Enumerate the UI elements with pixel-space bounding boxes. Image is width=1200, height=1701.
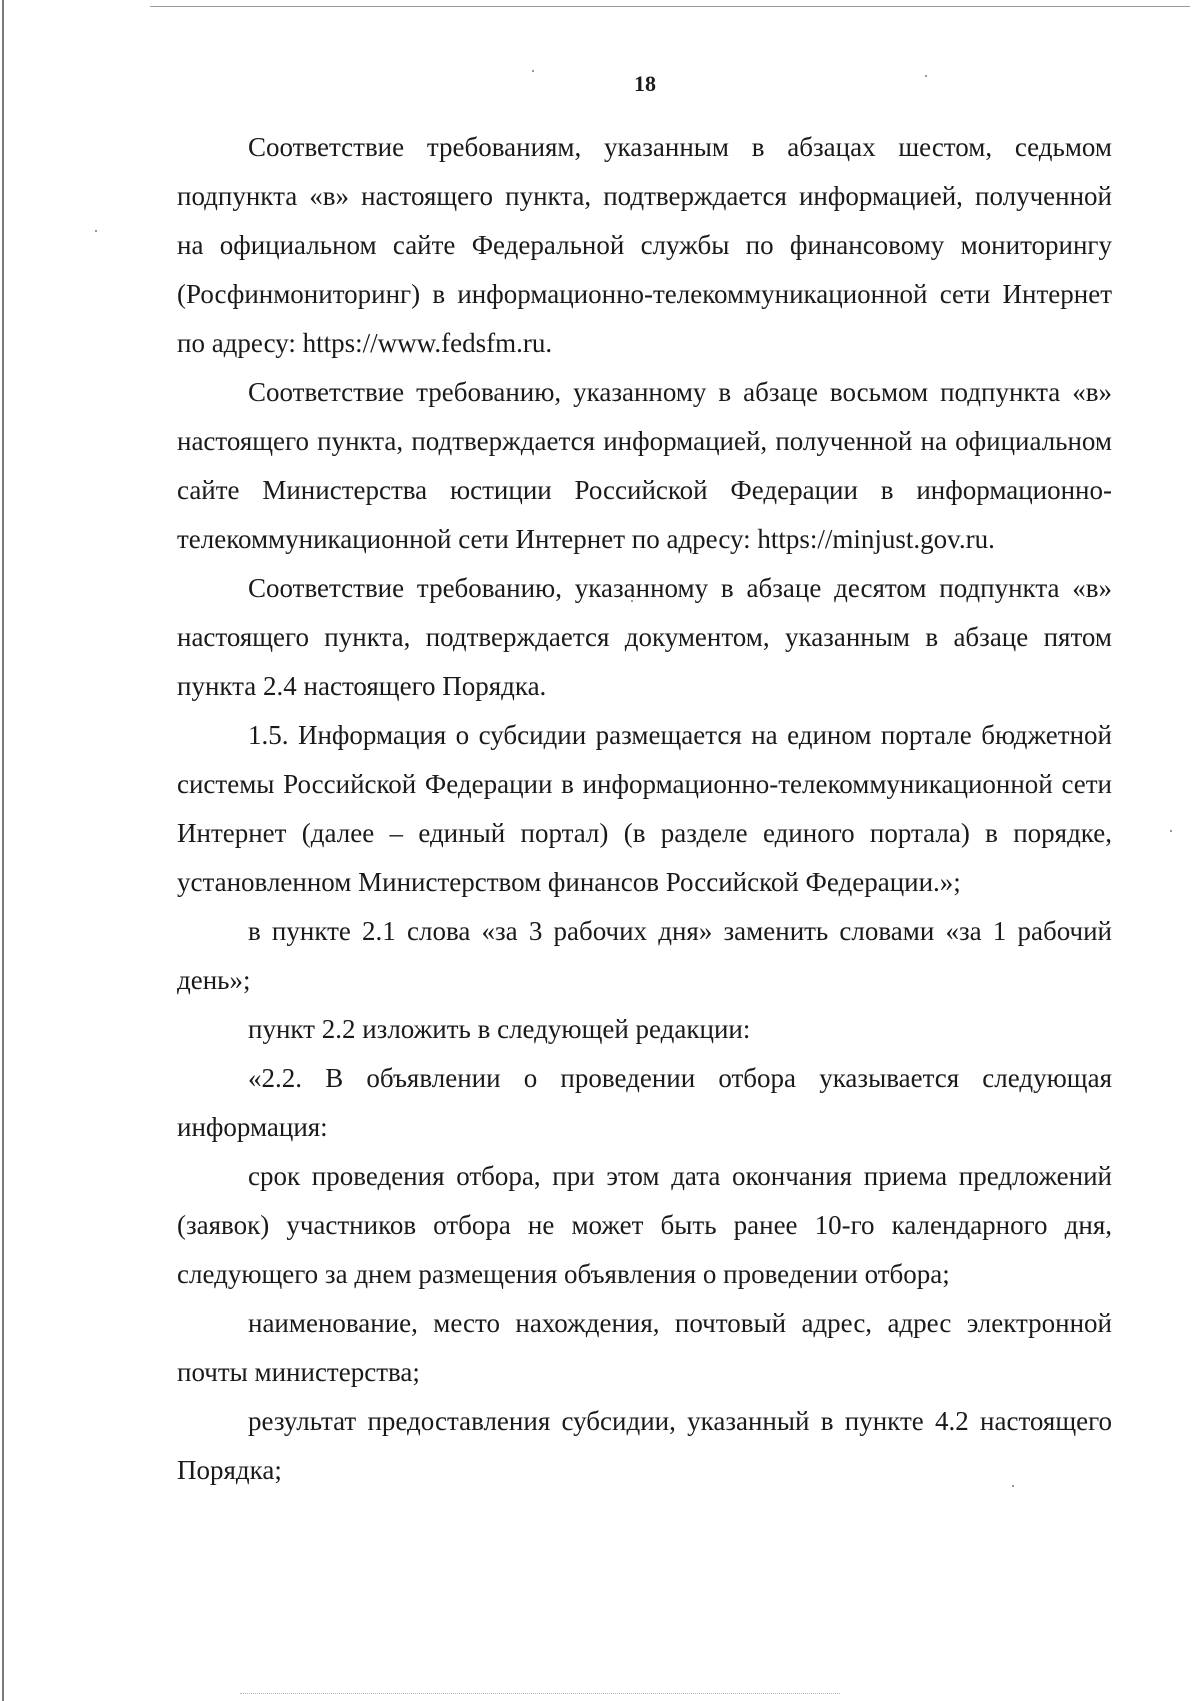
page-number: 18 [634,71,656,96]
document-body [177,123,1112,1495]
scan-speck [1170,830,1172,832]
scan-speck [95,230,97,232]
paragraph: Соответствие требованию, указанному в абзаце восьмом подпункта «в» настоящего пункта, подтверждается информацией, полученной на официальном сайте Министерства юстиции Российской Федерации в информационно-телекоммуникационной сети Интернет по адресу: https://minjust.gov.ru. [177,377,1112,554]
paragraph: пункт 2.2 изложить в следующей редакции: [248,1014,751,1044]
paragraph: результат предоставления субсидии, указанный в пункте 4.2 настоящего Порядка; [177,1406,1112,1485]
paragraph: срок проведения отбора, при этом дата окончания приема предложений (заявок) участников отбора не может быть ранее 10-го календарного дня, следующего за днем размещения объявления о проведении отбора; [177,1161,1112,1289]
paragraph: Соответствие требованиям, указанным в абзацах шестом, седьмом подпункта «в» настоящего пункта, подтверждается информацией, полученной на официальном сайте Федеральной службы по финансовому мониторингу (Росфинмониторинг) в информационно-телекоммуникационной сети Интернет по адресу: https://www.fedsfm.ru. [177,132,1112,358]
scan-border-top [150,6,1190,7]
scan-border-left [2,0,4,1701]
scan-border-bottom [240,1693,840,1694]
paragraph: «2.2. В объявлении о проведении отбора указывается следующая информация: [177,1063,1112,1142]
paragraph: наименование, место нахождения, почтовый адрес, адрес электронной почты министерства; [177,1308,1112,1387]
paragraph: Соответствие требованию, указанному в абзаце десятом подпункта «в» настоящего пункта, подтверждается документом, указанным в абзаце пятом пункта 2.4 настоящего Порядка. [177,573,1112,701]
paragraph: 1.5. Информация о субсидии размещается на едином портале бюджетной системы Российской Федерации в информационно-телекоммуникационной сети Интернет (далее – единый портал) (в разделе единого портала) в порядке, установленном Министерством финансов Российской Федерации.»; [177,720,1112,897]
paragraph: в пункте 2.1 слова «за 3 рабочих дня» заменить словами «за 1 рабочий день»; [177,916,1112,995]
